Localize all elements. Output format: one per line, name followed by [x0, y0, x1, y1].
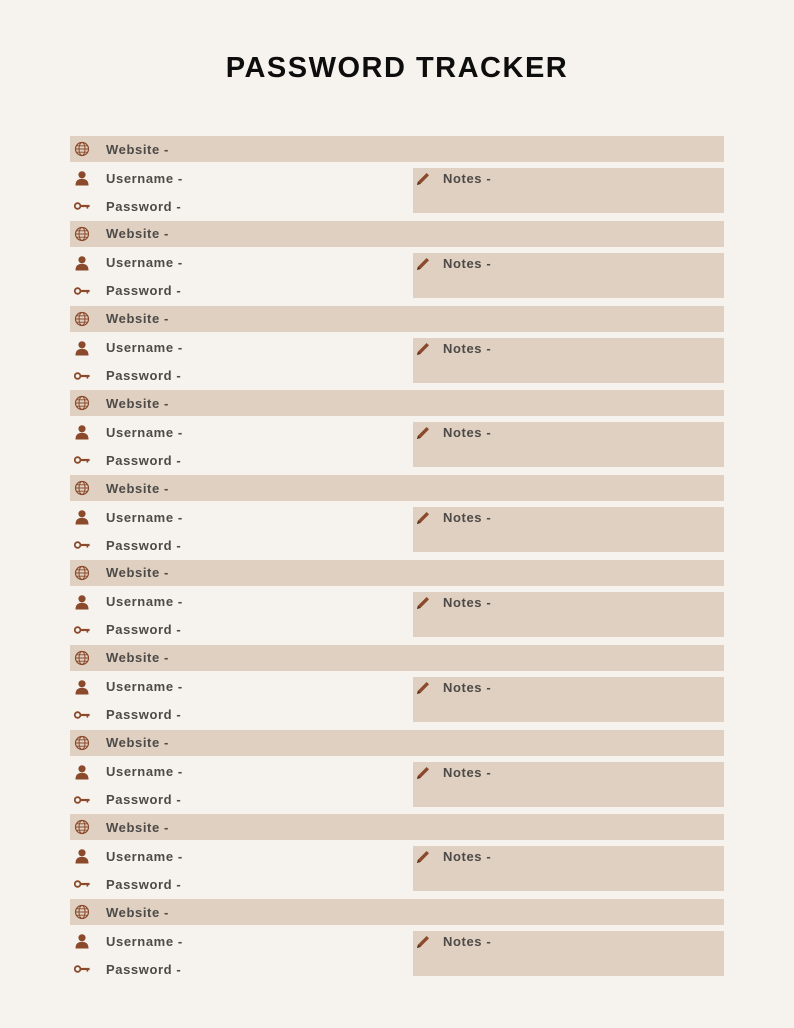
username-label: Username - — [106, 424, 183, 440]
username-label: Username - — [106, 170, 183, 186]
key-icon — [74, 368, 90, 384]
password-entry — [70, 221, 724, 306]
globe-icon — [74, 565, 90, 581]
username-field[interactable] — [70, 843, 183, 869]
globe-icon — [74, 735, 90, 751]
key-icon — [74, 537, 90, 553]
password-field[interactable] — [70, 787, 182, 813]
password-label: Password - — [106, 452, 182, 468]
key-icon — [74, 707, 90, 723]
username-field[interactable] — [70, 759, 183, 785]
password-entry — [70, 475, 724, 560]
key-icon — [74, 622, 90, 638]
user-icon — [74, 170, 90, 186]
website-label: Website - — [106, 650, 169, 666]
notes-field[interactable] — [413, 168, 724, 213]
password-entry — [70, 306, 724, 391]
notes-label: Notes - — [443, 425, 492, 441]
notes-field[interactable] — [413, 762, 724, 807]
key-icon — [74, 876, 90, 892]
notes-label: Notes - — [443, 594, 492, 610]
key-icon — [74, 452, 90, 468]
username-field[interactable] — [70, 504, 183, 530]
username-field[interactable] — [70, 419, 183, 445]
globe-icon — [74, 226, 90, 242]
username-field[interactable] — [70, 674, 183, 700]
notes-field[interactable] — [413, 422, 724, 467]
password-label: Password - — [106, 792, 182, 808]
notes-label: Notes - — [443, 255, 492, 271]
key-icon — [74, 283, 90, 299]
username-label: Username - — [106, 594, 183, 610]
password-entry — [70, 136, 724, 221]
globe-icon — [74, 904, 90, 920]
pencil-icon — [415, 510, 431, 526]
password-entry — [70, 899, 724, 984]
notes-label: Notes - — [443, 340, 492, 356]
pencil-icon — [415, 680, 431, 696]
password-field[interactable] — [70, 447, 182, 473]
password-label: Password - — [106, 707, 182, 723]
website-label: Website - — [106, 226, 169, 242]
username-field[interactable] — [70, 165, 183, 191]
notes-field[interactable] — [413, 846, 724, 891]
password-label: Password - — [106, 876, 182, 892]
password-label: Password - — [106, 368, 182, 384]
password-field[interactable] — [70, 956, 182, 982]
username-field[interactable] — [70, 928, 183, 954]
user-icon — [74, 340, 90, 356]
pencil-icon — [415, 849, 431, 865]
globe-icon — [74, 480, 90, 496]
globe-icon — [74, 395, 90, 411]
username-label: Username - — [106, 340, 183, 356]
username-label: Username - — [106, 679, 183, 695]
notes-field[interactable] — [413, 931, 724, 976]
username-label: Username - — [106, 255, 183, 271]
pencil-icon — [415, 171, 431, 187]
user-icon — [74, 679, 90, 695]
password-label: Password - — [106, 198, 182, 214]
key-icon — [74, 792, 90, 808]
pencil-icon — [415, 595, 431, 611]
website-label: Website - — [106, 480, 169, 496]
user-icon — [74, 848, 90, 864]
pencil-icon — [415, 765, 431, 781]
website-label: Website - — [106, 141, 169, 157]
username-label: Username - — [106, 848, 183, 864]
pencil-icon — [415, 341, 431, 357]
notes-label: Notes - — [443, 934, 492, 950]
notes-field[interactable] — [413, 253, 724, 298]
website-label: Website - — [106, 311, 169, 327]
password-entry — [70, 390, 724, 475]
password-field[interactable] — [70, 871, 182, 897]
notes-field[interactable] — [413, 507, 724, 552]
globe-icon — [74, 819, 90, 835]
username-label: Username - — [106, 933, 183, 949]
key-icon — [74, 198, 90, 214]
password-field[interactable] — [70, 532, 182, 558]
username-field[interactable] — [70, 589, 183, 615]
website-label: Website - — [106, 565, 169, 581]
pencil-icon — [415, 934, 431, 950]
pencil-icon — [415, 425, 431, 441]
password-entry — [70, 560, 724, 645]
password-entry — [70, 645, 724, 730]
user-icon — [74, 509, 90, 525]
password-field[interactable] — [70, 363, 182, 389]
notes-label: Notes - — [443, 849, 492, 865]
website-label: Website - — [106, 819, 169, 835]
password-field[interactable] — [70, 278, 182, 304]
notes-field[interactable] — [413, 677, 724, 722]
globe-icon — [74, 650, 90, 666]
globe-icon — [74, 141, 90, 157]
user-icon — [74, 424, 90, 440]
pencil-icon — [415, 256, 431, 272]
notes-label: Notes - — [443, 679, 492, 695]
password-entry — [70, 730, 724, 815]
website-label: Website - — [106, 735, 169, 751]
username-field[interactable] — [70, 250, 183, 276]
notes-label: Notes - — [443, 764, 492, 780]
password-label: Password - — [106, 622, 182, 638]
website-label: Website - — [106, 395, 169, 411]
user-icon — [74, 255, 90, 271]
username-field[interactable] — [70, 335, 183, 361]
password-field[interactable] — [70, 617, 182, 643]
user-icon — [74, 594, 90, 610]
password-label: Password - — [106, 283, 182, 299]
username-label: Username - — [106, 509, 183, 525]
key-icon — [74, 961, 90, 977]
notes-label: Notes - — [443, 171, 492, 186]
notes-field[interactable] — [413, 338, 724, 383]
page-title: PASSWORD TRACKER — [225, 52, 569, 84]
notes-field[interactable] — [413, 592, 724, 637]
user-icon — [74, 764, 90, 780]
username-label: Username - — [106, 764, 183, 780]
password-entry — [70, 814, 724, 899]
password-field[interactable] — [70, 702, 182, 728]
password-field[interactable] — [70, 193, 182, 219]
globe-icon — [74, 311, 90, 327]
password-entry-list — [70, 136, 724, 984]
notes-label: Notes - — [443, 510, 492, 526]
password-label: Password - — [106, 537, 182, 553]
user-icon — [74, 933, 90, 949]
password-label: Password - — [106, 961, 182, 977]
website-label: Website - — [106, 904, 169, 920]
